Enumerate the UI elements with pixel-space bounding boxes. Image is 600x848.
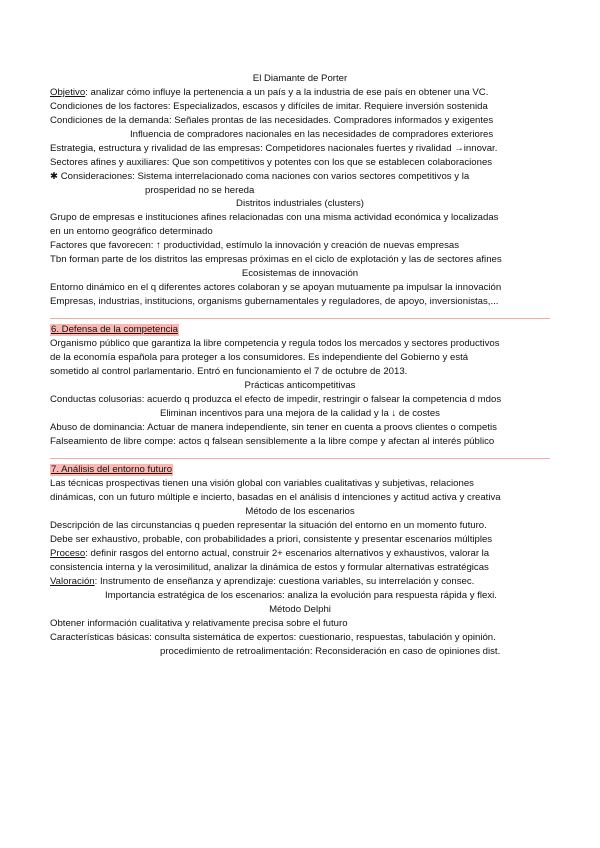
- porter-title: El Diamante de Porter: [252, 73, 348, 84]
- escenarios-proceso-2: consistencia interna y la verosimilitud, analizar la dinámica de estos y formular alternativas estratégicas: [50, 562, 489, 573]
- escenarios-desc: Descripción de las circunstancias q pueden representar la situación del entorno en un momento futuro.: [50, 520, 487, 531]
- escenarios-importancia: Importancia estratégica de los escenarios: analiza la evolución para respuesta rápida y flexi.: [105, 590, 497, 601]
- section7-line-2: dinámicas, con un futuro múltiple e incierto, basadas en el análisis d intenciones y actitud activa y creativa: [50, 492, 501, 503]
- distritos-def-1: Grupo de empresas e instituciones afines relacionadas con una misma actividad económica y localizadas: [50, 212, 499, 223]
- escenarios-proceso: [50, 548, 560, 560]
- escenarios-title: Método de los escenarios: [245, 506, 355, 517]
- proceso-text: : definir rasgos del entorno actual, construir 2+ escenarios alternativos y exhaustivos, valorar la: [85, 548, 490, 559]
- objetivo-label: Objetivo: [50, 87, 86, 98]
- ecosistemas-title: Ecosistemas de innovación: [241, 268, 359, 279]
- delphi-line-1: Obtener información cualitativa y relativamente precisa sobre el futuro: [50, 618, 348, 629]
- section7-line-1: Las técnicas prospectivas tienen una visión global con variables cualitativas y subjetivas, relaciones: [50, 478, 474, 489]
- section7-heading: 7. Análisis del entorno futuro: [51, 464, 173, 475]
- section-divider: [50, 458, 550, 459]
- porter-sectores: Sectores afines y auxiliares: Que son competitivos y potentes con los que se establecen colaboraciones: [50, 157, 493, 168]
- distritos-title: Distritos industriales (clusters): [236, 198, 364, 209]
- proceso-label: Proceso: [50, 548, 86, 559]
- section6-line-3: sometido al control parlamentario. Entró en funcionamiento el 7 de octubre de 2013.: [50, 366, 408, 377]
- section6-line-1: Organismo público que garantiza la libre competencia y regula todos los mercados y sectores productivos: [50, 338, 500, 349]
- practicas-falseamiento: Falseamiento de libre compe: actos q falsean sensiblemente a la libre compe y afectan al interés público: [50, 436, 495, 447]
- valoracion-text: : Instrumento de enseñanza y aprendizaje: cuestiona variables, su interrelación y consec.: [94, 576, 475, 587]
- delphi-line-2: Características básicas: consulta sistemática de expertos: cuestionario, respuestas, tabulación y opinión.: [50, 632, 496, 643]
- ecosistemas-line-1: Entorno dinámico en el q diferentes actores colaboran y se apoyan mutuamente pa impulsar la innovación: [50, 282, 502, 293]
- practicas-eliminan: Eliminan incentivos para una mejora de la calidad y la ↓ de costes: [160, 408, 440, 419]
- distritos-def-2: en un entorno geográfico determinado: [50, 226, 213, 237]
- section7-heading-row: [50, 464, 560, 476]
- porter-objetivo: [50, 87, 560, 99]
- distritos-factores: Factores que favorecen: ↑ productividad, estímulo la innovación y creación de nuevas empresas: [50, 240, 460, 251]
- porter-estrategia: Estrategia, estructura y rivalidad de las empresas: Competidores nacionales fuertes y rivalidad →innovar.: [50, 143, 498, 154]
- porter-influencia: Influencia de compradores nacionales en las necesidades de compradores exteriores: [130, 129, 494, 140]
- section6-heading: 6. Defensa de la competencia: [51, 324, 178, 335]
- porter-factores: Condiciones de los factores: Especializados, escasos y difíciles de imitar. Requiere inversión sostenida: [50, 101, 488, 112]
- practicas-conductas: Conductas colusorias: acuerdo q produzca el efecto de impedir, restringir o falsear la competencia d mdos: [50, 394, 502, 405]
- delphi-title: Método Delphi: [269, 604, 331, 615]
- porter-consideraciones-1: ✱ Consideraciones: Sistema interrelacionado coma naciones con varios sectores competitivos y la: [50, 171, 470, 182]
- ecosistemas-line-2: Empresas, industrias, institucions, organisms gubernamentales y reguladores, de apoyo, inversionistas,...: [50, 296, 499, 307]
- section6-line-2: de la economía española para proteger a los consumidores. Es independiente del Gobierno y está: [50, 352, 469, 363]
- escenarios-valoracion: [50, 576, 560, 588]
- escenarios-debe: Debe ser exhaustivo, probable, con probabilidades a priori, consistente y presentar escenarios múltiples: [50, 534, 493, 545]
- porter-consideraciones-2: prosperidad no se hereda: [145, 185, 255, 196]
- practicas-abuso: Abuso de dominancia: Actuar de manera independiente, sin tener en cuenta a proovs clientes o competis: [50, 422, 497, 433]
- section-divider: [50, 318, 550, 319]
- objetivo-text: : analizar cómo influye la pertenencia a un país y a la industria de ese país en obtener una VC.: [85, 87, 489, 98]
- valoracion-label: Valoración: [50, 576, 95, 587]
- distritos-tbn: Tbn forman parte de los distritos las empresas próximas en el ciclo de explotación y las de sectores afines: [50, 254, 502, 265]
- section6-heading-row: [50, 324, 560, 336]
- porter-demanda: Condiciones de la demanda: Señales prontas de las necesidades. Compradores informados y exigentes: [50, 115, 494, 126]
- practicas-title: Prácticas anticompetitivas: [244, 380, 356, 391]
- delphi-line-3: procedimiento de retroalimentación: Reconsideración en caso de opiniones dist.: [160, 646, 501, 657]
